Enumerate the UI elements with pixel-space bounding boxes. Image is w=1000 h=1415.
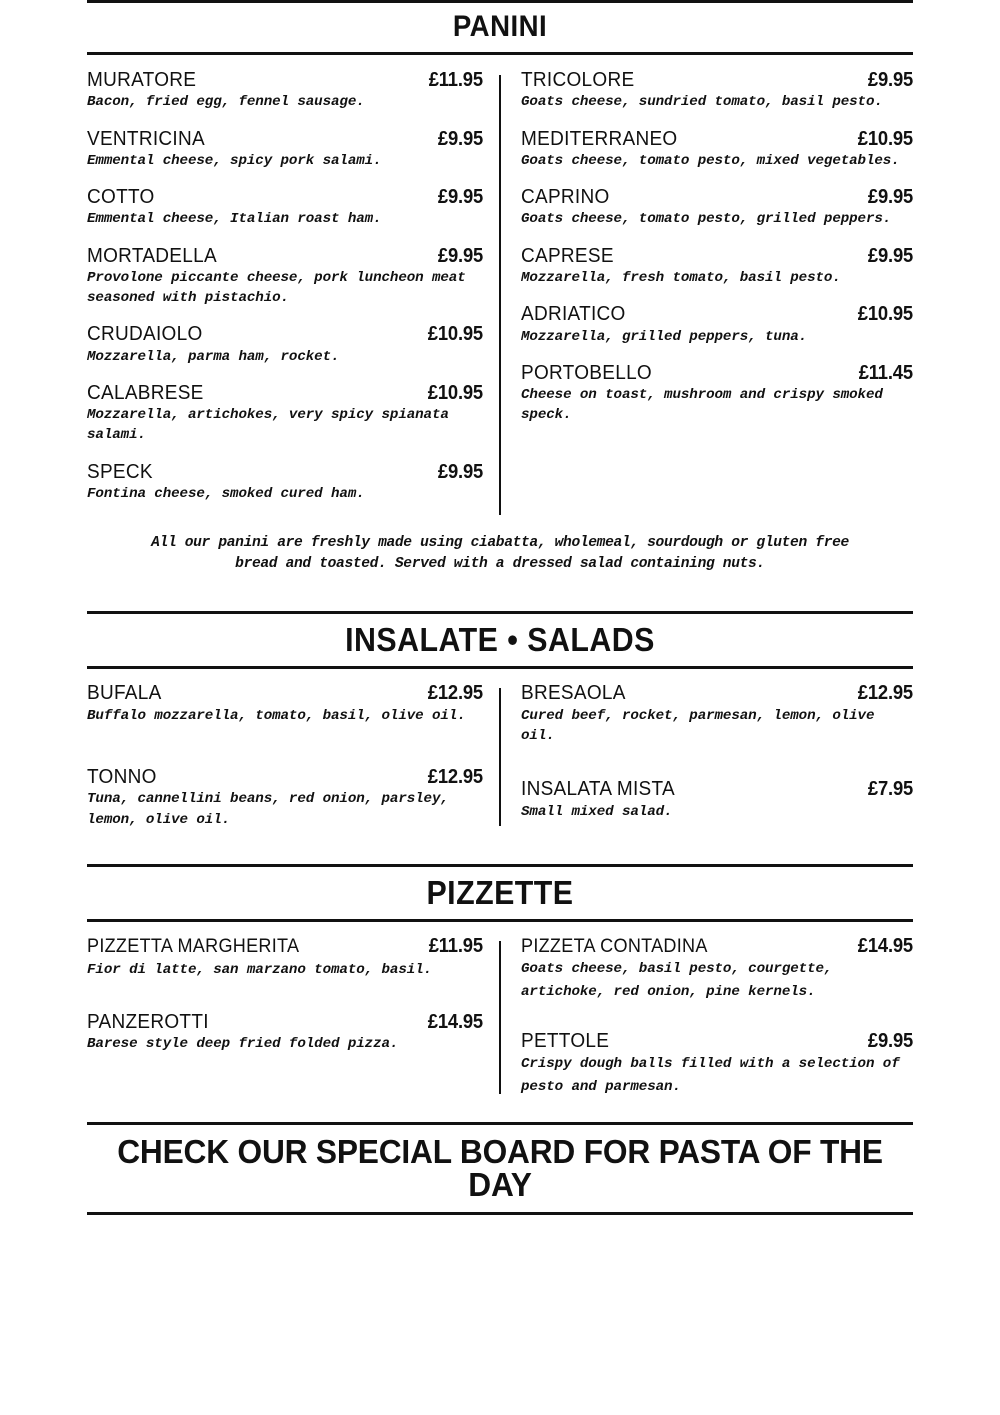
menu-item[interactable]: [521, 778, 913, 822]
menu-item-name: INSALATA MISTA: [521, 778, 675, 801]
menu-item[interactable]: [87, 69, 483, 113]
section-panini: [87, 0, 913, 575]
menu-item-name: BUFALA: [87, 682, 162, 705]
menu-item-name: MORTADELLA: [87, 244, 217, 267]
menu-item-price: £9.95: [867, 186, 913, 209]
menu-item-description: Goats cheese, basil pesto, courgette, artichoke, red onion, pine kernels.: [521, 961, 833, 1000]
menu-item[interactable]: [521, 303, 913, 347]
menu-item-head: [87, 461, 483, 483]
menu-item-head: [87, 382, 483, 404]
panini-right-column: [501, 69, 913, 519]
section-title-panini: PANINI: [452, 10, 548, 43]
menu-item-name: MEDITERRANEO: [521, 127, 678, 150]
menu-item-price: £11.95: [428, 934, 483, 957]
banner-rule-bottom: [87, 1212, 913, 1215]
menu-item-description: Cheese on toast, mushroom and crispy smoked speck.: [521, 387, 883, 424]
insalate-columns: [87, 669, 913, 829]
menu-item-price: £7.95: [867, 778, 913, 801]
menu-item-name: PIZZETA CONTADINA: [521, 935, 708, 957]
menu-item[interactable]: [87, 935, 483, 983]
spacer: [87, 830, 913, 864]
pizzette-columns: [87, 922, 913, 1099]
menu-item-head: [87, 1011, 483, 1033]
menu-item-head: [521, 186, 913, 208]
menu-item-head: [521, 1030, 913, 1052]
menu-item-head: [87, 186, 483, 208]
menu-item[interactable]: [87, 766, 483, 830]
menu-item-description: Crispy dough balls filled with a selection of pesto and parmesan.: [521, 1055, 900, 1095]
section-insalate: [87, 611, 913, 829]
menu-item-head: [521, 303, 913, 325]
menu-item-description: Cured beef, rocket, parmesan, lemon, olive oil.: [521, 707, 875, 744]
menu-item[interactable]: [521, 1030, 913, 1099]
menu-item[interactable]: [87, 186, 483, 230]
menu-item-price: £9.95: [437, 460, 483, 483]
insalate-right-column: [501, 682, 913, 829]
menu-item-head: [521, 935, 913, 957]
menu-item[interactable]: [521, 362, 913, 426]
menu-item[interactable]: [521, 128, 913, 172]
menu-item-price: £10.95: [427, 381, 483, 404]
menu-item-description: Fontina cheese, smoked cured ham.: [87, 485, 365, 502]
menu-item-head: [87, 128, 483, 150]
menu-item[interactable]: [521, 69, 913, 113]
menu-item-price: £9.95: [437, 127, 483, 150]
menu-item-name: PIZZETTA MARGHERITA: [87, 935, 300, 957]
pizzette-left-column: [87, 935, 499, 1099]
menu-item-name: PORTOBELLO: [521, 361, 652, 384]
menu-item-description: Mozzarella, artichokes, very spicy spianata salami.: [87, 407, 449, 444]
menu-item[interactable]: [87, 128, 483, 172]
section-title-insalate: INSALATE • SALADS: [345, 621, 655, 659]
menu-item-head: [521, 245, 913, 267]
section-title-pizzette: PIZZETTE: [426, 873, 574, 911]
menu-item-name: VENTRICINA: [87, 127, 205, 150]
menu-item-description: Goats cheese, sundried tomato, basil pesto.: [521, 94, 883, 111]
menu-item-price: £9.95: [437, 186, 483, 209]
menu-item-price: £11.95: [428, 69, 483, 91]
panini-footnote: [87, 533, 913, 575]
menu-item-price: £9.95: [867, 1029, 913, 1052]
menu-item-head: [87, 935, 483, 957]
menu-item-price: £14.95: [427, 1010, 483, 1033]
panini-footnote-line-2: bread and toasted. Served with a dressed salad containing nuts.: [235, 556, 765, 573]
menu-item-head: [521, 128, 913, 150]
menu-item-head: [87, 245, 483, 267]
menu-item-description: Goats cheese, tomato pesto, grilled peppers.: [521, 211, 892, 228]
menu-item[interactable]: [87, 1011, 483, 1055]
menu-item-description: Fior di latte, san marzano tomato, basil.: [87, 962, 432, 979]
insalate-left-column: [87, 682, 499, 829]
menu-item-price: £9.95: [437, 244, 483, 267]
menu-item-head: [87, 323, 483, 345]
menu-item-name: CRUDAIOLO: [87, 323, 203, 346]
menu-item-head: [87, 766, 483, 788]
menu-item-description: Small mixed salad.: [521, 803, 673, 820]
menu-item-price: £9.95: [867, 244, 913, 267]
menu-item-description: Mozzarella, parma ham, rocket.: [87, 348, 340, 365]
menu-item-head: [521, 778, 913, 800]
menu-item-description: Bacon, fried egg, fennel sausage.: [87, 94, 365, 111]
menu-item[interactable]: [87, 323, 483, 367]
menu-item-price: £9.95: [867, 69, 913, 91]
menu-item[interactable]: [521, 935, 913, 1004]
menu-item-price: £14.95: [857, 934, 913, 957]
menu-item-name: COTTO: [87, 186, 155, 209]
menu-item-head: [521, 69, 913, 91]
pizzette-right-column: [501, 935, 913, 1099]
panini-columns: [87, 55, 913, 519]
menu-item-description: Tuna, cannellini beans, red onion, parsley, lemon, olive oil.: [87, 791, 449, 828]
menu-item[interactable]: [87, 382, 483, 446]
menu-item-price: £11.45: [858, 361, 913, 384]
menu-item-name: MURATORE: [87, 69, 197, 91]
menu-item-name: TRICOLORE: [521, 69, 635, 91]
menu-item-name: PETTOLE: [521, 1029, 610, 1052]
menu-item[interactable]: [87, 245, 483, 309]
menu-item-price: £10.95: [857, 127, 913, 150]
menu-item-name: TONNO: [87, 766, 157, 788]
menu-item-head: [521, 362, 913, 384]
panini-footnote-line-1: All our panini are freshly made using ciabatta, wholemeal, sourdough or gluten free: [151, 535, 849, 552]
spacer: [87, 1098, 913, 1122]
menu-item-name: CAPRESE: [521, 244, 614, 267]
menu-item-price: £12.95: [857, 682, 913, 705]
menu-item-price: £10.95: [427, 323, 483, 346]
menu-item[interactable]: [521, 682, 913, 746]
menu-item-price: £12.95: [427, 682, 483, 705]
menu-item-description: Goats cheese, tomato pesto, mixed vegetables.: [521, 152, 900, 169]
menu-item-name: SPECK: [87, 460, 153, 483]
menu-item-description: Buffalo mozzarella, tomato, basil, olive oil.: [87, 707, 466, 724]
menu-item-price: £12.95: [427, 766, 483, 788]
menu-item[interactable]: [521, 186, 913, 230]
menu-item-name: BRESAOLA: [521, 682, 626, 705]
menu-item-name: CAPRINO: [521, 186, 610, 209]
banner-text: CHECK OUR SPECIAL BOARD FOR PASTA OF THE DAY: [117, 1133, 883, 1204]
menu-item-description: Emmental cheese, spicy pork salami.: [87, 152, 382, 169]
menu-item-name: PANZEROTTI: [87, 1010, 209, 1033]
menu-item-head: [521, 682, 913, 704]
menu-item[interactable]: [87, 682, 483, 726]
menu-item-name: CALABRESE: [87, 381, 204, 404]
menu-item-description: Mozzarella, grilled peppers, tuna.: [521, 328, 808, 345]
menu-item-name: ADRIATICO: [521, 303, 626, 326]
menu-item-description: Provolone piccante cheese, pork luncheon meat seasoned with pistachio.: [87, 270, 466, 307]
menu-item-head: [87, 682, 483, 704]
menu-item-head: [87, 69, 483, 91]
menu-item-price: £10.95: [857, 303, 913, 326]
special-board-banner: [87, 1122, 913, 1215]
menu-item-description: Mozzarella, fresh tomato, basil pesto.: [521, 270, 841, 287]
spacer: [87, 575, 913, 611]
section-pizzette: [87, 864, 913, 1099]
menu-item-description: Barese style deep fried folded pizza.: [87, 1036, 399, 1053]
panini-left-column: [87, 69, 499, 519]
menu-item[interactable]: [87, 461, 483, 505]
menu-item[interactable]: [521, 245, 913, 289]
menu-item-description: Emmental cheese, Italian roast ham.: [87, 211, 382, 228]
